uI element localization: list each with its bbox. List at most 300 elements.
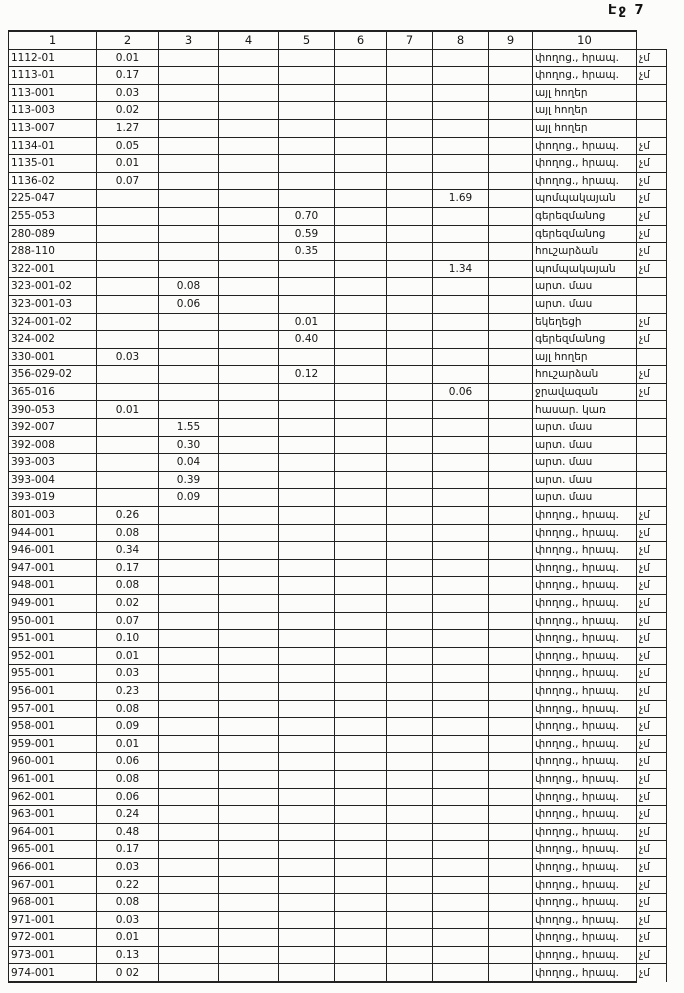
margin-note (637, 471, 667, 489)
value-cell-col8 (433, 858, 489, 876)
value-cell-col2: 0.05 (97, 137, 159, 155)
margin-note: չմ (637, 67, 667, 85)
value-cell-col6 (335, 595, 387, 613)
margin-note: չմ (637, 647, 667, 665)
value-cell-col3 (159, 313, 219, 331)
parcel-id-cell: 956-001 (9, 682, 97, 700)
column-header-6: 6 (335, 31, 387, 49)
value-cell-col5 (279, 278, 335, 296)
value-cell-col4 (219, 700, 279, 718)
parcel-id-cell: 968-001 (9, 894, 97, 912)
value-cell-col2: 0.08 (97, 770, 159, 788)
value-cell-col4 (219, 718, 279, 736)
value-cell-col4 (219, 524, 279, 542)
value-cell-col5 (279, 67, 335, 85)
value-cell-col6 (335, 190, 387, 208)
value-cell-col3 (159, 67, 219, 85)
value-cell-col5 (279, 964, 335, 982)
value-cell-col2: 0.07 (97, 172, 159, 190)
land-use-cell: փողոց., հրապ. (533, 876, 637, 894)
value-cell-col6 (335, 806, 387, 824)
parcel-id-cell: 962-001 (9, 788, 97, 806)
value-cell-col2: 0.01 (97, 735, 159, 753)
value-cell-col4 (219, 964, 279, 982)
value-cell-col3 (159, 190, 219, 208)
value-cell-col9 (489, 331, 533, 349)
value-cell-col2: 0.24 (97, 806, 159, 824)
value-cell-col6 (335, 735, 387, 753)
table-row (9, 278, 667, 296)
value-cell-col2: 0.01 (97, 929, 159, 947)
table-row (9, 67, 667, 85)
value-cell-col5: 0.59 (279, 225, 335, 243)
value-cell-col7 (387, 137, 433, 155)
table-row (9, 84, 667, 102)
value-cell-col8 (433, 225, 489, 243)
value-cell-col3: 0.39 (159, 471, 219, 489)
value-cell-col7 (387, 295, 433, 313)
margin-note: չմ (637, 753, 667, 771)
value-cell-col7 (387, 753, 433, 771)
value-cell-col7 (387, 366, 433, 384)
land-use-cell: արտ. մաս (533, 454, 637, 472)
value-cell-col7 (387, 612, 433, 630)
parcel-id-cell: 801-003 (9, 507, 97, 525)
parcel-id-cell: 330-001 (9, 348, 97, 366)
value-cell-col8 (433, 894, 489, 912)
value-cell-col7 (387, 542, 433, 560)
value-cell-col8 (433, 770, 489, 788)
value-cell-col9 (489, 894, 533, 912)
value-cell-col2 (97, 243, 159, 261)
land-use-cell: արտ. մաս (533, 471, 637, 489)
table-row (9, 735, 667, 753)
table-row (9, 876, 667, 894)
value-cell-col3 (159, 243, 219, 261)
value-cell-col4 (219, 454, 279, 472)
table-row (9, 700, 667, 718)
value-cell-col2 (97, 313, 159, 331)
land-parcel-table (8, 30, 667, 983)
value-cell-col7 (387, 665, 433, 683)
value-cell-col9 (489, 876, 533, 894)
value-cell-col5 (279, 49, 335, 67)
table-row (9, 366, 667, 384)
column-header-8: 8 (433, 31, 489, 49)
value-cell-col9 (489, 102, 533, 120)
parcel-id-cell: 971-001 (9, 911, 97, 929)
value-cell-col3 (159, 383, 219, 401)
value-cell-col6 (335, 313, 387, 331)
value-cell-col7 (387, 419, 433, 437)
value-cell-col9 (489, 964, 533, 982)
value-cell-col6 (335, 489, 387, 507)
value-cell-col6 (335, 436, 387, 454)
value-cell-col8 (433, 647, 489, 665)
land-use-cell: փողոց., հրապ. (533, 524, 637, 542)
value-cell-col4 (219, 348, 279, 366)
parcel-id-cell: 972-001 (9, 929, 97, 947)
land-use-cell: փողոց., հրապ. (533, 647, 637, 665)
table-row (9, 225, 667, 243)
value-cell-col6 (335, 331, 387, 349)
value-cell-col4 (219, 929, 279, 947)
value-cell-col6 (335, 718, 387, 736)
value-cell-col4 (219, 665, 279, 683)
value-cell-col4 (219, 471, 279, 489)
parcel-id-cell: 944-001 (9, 524, 97, 542)
value-cell-col6 (335, 876, 387, 894)
value-cell-col4 (219, 788, 279, 806)
value-cell-col8 (433, 806, 489, 824)
value-cell-col5 (279, 348, 335, 366)
value-cell-col7 (387, 718, 433, 736)
land-use-cell: փողոց., հրապ. (533, 841, 637, 859)
table-row (9, 770, 667, 788)
table-row (9, 419, 667, 437)
value-cell-col5 (279, 471, 335, 489)
value-cell-col3 (159, 331, 219, 349)
land-use-cell: փողոց., հրապ. (533, 770, 637, 788)
value-cell-col9 (489, 682, 533, 700)
value-cell-col3 (159, 682, 219, 700)
margin-note (637, 84, 667, 102)
land-use-cell: փողոց., հրապ. (533, 665, 637, 683)
value-cell-col8 (433, 964, 489, 982)
value-cell-col3 (159, 929, 219, 947)
value-cell-col3 (159, 507, 219, 525)
parcel-id-cell: 950-001 (9, 612, 97, 630)
value-cell-col7 (387, 929, 433, 947)
value-cell-col3 (159, 964, 219, 982)
value-cell-col2: 0.08 (97, 577, 159, 595)
value-cell-col2: 0.10 (97, 630, 159, 648)
value-cell-col5 (279, 911, 335, 929)
value-cell-col5 (279, 454, 335, 472)
land-use-cell: փողոց., հրապ. (533, 630, 637, 648)
margin-note: չմ (637, 788, 667, 806)
value-cell-col7 (387, 260, 433, 278)
value-cell-col3 (159, 753, 219, 771)
value-cell-col3: 1.55 (159, 419, 219, 437)
value-cell-col2: 0.08 (97, 894, 159, 912)
land-use-cell: ջրավազան (533, 383, 637, 401)
value-cell-col9 (489, 929, 533, 947)
parcel-id-cell: 255-053 (9, 207, 97, 225)
land-use-cell: փողոց., հրապ. (533, 49, 637, 67)
land-use-cell: հուշարձան (533, 243, 637, 261)
margin-note: չմ (637, 243, 667, 261)
value-cell-col4 (219, 735, 279, 753)
value-cell-col4 (219, 823, 279, 841)
margin-note: չմ (637, 806, 667, 824)
parcel-id-cell: 955-001 (9, 665, 97, 683)
value-cell-col9 (489, 207, 533, 225)
value-cell-col8 (433, 788, 489, 806)
value-cell-col4 (219, 770, 279, 788)
value-cell-col7 (387, 894, 433, 912)
margin-note: չմ (637, 366, 667, 384)
value-cell-col8 (433, 577, 489, 595)
value-cell-col8 (433, 823, 489, 841)
value-cell-col9 (489, 718, 533, 736)
parcel-id-cell: 393-003 (9, 454, 97, 472)
value-cell-col4 (219, 507, 279, 525)
value-cell-col8 (433, 489, 489, 507)
value-cell-col8 (433, 542, 489, 560)
value-cell-col5 (279, 946, 335, 964)
value-cell-col7 (387, 823, 433, 841)
parcel-id-cell: 952-001 (9, 647, 97, 665)
value-cell-col8: 0.06 (433, 383, 489, 401)
value-cell-col5 (279, 682, 335, 700)
value-cell-col9 (489, 313, 533, 331)
land-use-cell: փողոց., հրապ. (533, 806, 637, 824)
value-cell-col7 (387, 383, 433, 401)
parcel-id-cell: 958-001 (9, 718, 97, 736)
land-use-cell: փողոց., հրապ. (533, 911, 637, 929)
table-row (9, 841, 667, 859)
parcel-id-cell: 393-004 (9, 471, 97, 489)
value-cell-col4 (219, 67, 279, 85)
land-use-cell: փողոց., հրապ. (533, 559, 637, 577)
value-cell-col5 (279, 84, 335, 102)
margin-note: չմ (637, 700, 667, 718)
column-header-7: 7 (387, 31, 433, 49)
value-cell-col2 (97, 260, 159, 278)
value-cell-col5 (279, 788, 335, 806)
parcel-id-cell: 966-001 (9, 858, 97, 876)
margin-note: չմ (637, 929, 667, 947)
column-header-9: 9 (489, 31, 533, 49)
table-row (9, 155, 667, 173)
value-cell-col9 (489, 155, 533, 173)
margin-header-spacer (637, 31, 667, 49)
value-cell-col7 (387, 841, 433, 859)
value-cell-col6 (335, 49, 387, 67)
parcel-id-cell: 961-001 (9, 770, 97, 788)
value-cell-col2 (97, 419, 159, 437)
value-cell-col4 (219, 946, 279, 964)
value-cell-col6 (335, 471, 387, 489)
parcel-id-cell: 288-110 (9, 243, 97, 261)
margin-note (637, 419, 667, 437)
value-cell-col6 (335, 753, 387, 771)
value-cell-col8 (433, 419, 489, 437)
value-cell-col3 (159, 542, 219, 560)
value-cell-col8 (433, 49, 489, 67)
value-cell-col6 (335, 454, 387, 472)
table-row (9, 102, 667, 120)
value-cell-col5 (279, 507, 335, 525)
value-cell-col8 (433, 331, 489, 349)
value-cell-col8: 1.34 (433, 260, 489, 278)
land-use-cell: արտ. մաս (533, 295, 637, 313)
value-cell-col6 (335, 894, 387, 912)
value-cell-col6 (335, 682, 387, 700)
value-cell-col4 (219, 559, 279, 577)
value-cell-col3 (159, 84, 219, 102)
value-cell-col8 (433, 243, 489, 261)
value-cell-col2: 0.48 (97, 823, 159, 841)
table-row (9, 858, 667, 876)
value-cell-col6 (335, 929, 387, 947)
value-cell-col9 (489, 946, 533, 964)
value-cell-col5 (279, 858, 335, 876)
margin-note: չմ (637, 507, 667, 525)
land-use-cell: փողոց., հրապ. (533, 67, 637, 85)
value-cell-col2 (97, 331, 159, 349)
value-cell-col8 (433, 946, 489, 964)
value-cell-col7 (387, 700, 433, 718)
value-cell-col7 (387, 507, 433, 525)
value-cell-col6 (335, 911, 387, 929)
value-cell-col7 (387, 595, 433, 613)
value-cell-col9 (489, 383, 533, 401)
value-cell-col5 (279, 841, 335, 859)
value-cell-col3 (159, 911, 219, 929)
parcel-id-cell: 1136-02 (9, 172, 97, 190)
parcel-id-cell: 947-001 (9, 559, 97, 577)
margin-note (637, 489, 667, 507)
land-use-cell: փողոց., հրապ. (533, 823, 637, 841)
value-cell-col6 (335, 155, 387, 173)
value-cell-col2: 0.01 (97, 401, 159, 419)
table-row (9, 348, 667, 366)
value-cell-col3 (159, 612, 219, 630)
value-cell-col5 (279, 172, 335, 190)
margin-note: չմ (637, 841, 667, 859)
value-cell-col9 (489, 172, 533, 190)
value-cell-col3 (159, 595, 219, 613)
value-cell-col5: 0.40 (279, 331, 335, 349)
parcel-id-cell: 392-007 (9, 419, 97, 437)
value-cell-col3 (159, 260, 219, 278)
value-cell-col3: 0.30 (159, 436, 219, 454)
parcel-id-cell: 225-047 (9, 190, 97, 208)
margin-note: չմ (637, 172, 667, 190)
value-cell-col7 (387, 647, 433, 665)
table-row (9, 260, 667, 278)
value-cell-col2: 0.02 (97, 595, 159, 613)
value-cell-col3 (159, 225, 219, 243)
value-cell-col6 (335, 841, 387, 859)
value-cell-col4 (219, 190, 279, 208)
value-cell-col9 (489, 858, 533, 876)
table-row (9, 119, 667, 137)
value-cell-col7 (387, 559, 433, 577)
value-cell-col9 (489, 67, 533, 85)
value-cell-col2 (97, 295, 159, 313)
land-use-cell: այլ հողեր (533, 84, 637, 102)
value-cell-col9 (489, 823, 533, 841)
value-cell-col6 (335, 137, 387, 155)
value-cell-col3 (159, 366, 219, 384)
value-cell-col8 (433, 119, 489, 137)
value-cell-col5 (279, 630, 335, 648)
value-cell-col7 (387, 436, 433, 454)
land-use-cell: պոմպակայան (533, 190, 637, 208)
value-cell-col6 (335, 665, 387, 683)
value-cell-col7 (387, 102, 433, 120)
parcel-id-cell: 948-001 (9, 577, 97, 595)
value-cell-col7 (387, 401, 433, 419)
table-row (9, 331, 667, 349)
value-cell-col9 (489, 770, 533, 788)
value-cell-col3 (159, 841, 219, 859)
value-cell-col3 (159, 876, 219, 894)
value-cell-col3 (159, 559, 219, 577)
land-use-cell: գերեզմանոց (533, 225, 637, 243)
value-cell-col8 (433, 682, 489, 700)
land-use-cell: հասար. կառ (533, 401, 637, 419)
value-cell-col6 (335, 700, 387, 718)
table-row (9, 137, 667, 155)
value-cell-col4 (219, 366, 279, 384)
value-cell-col7 (387, 524, 433, 542)
value-cell-col4 (219, 401, 279, 419)
value-cell-col4 (219, 630, 279, 648)
land-use-cell: արտ. մաս (533, 436, 637, 454)
parcel-id-cell: 113-001 (9, 84, 97, 102)
value-cell-col3 (159, 401, 219, 419)
value-cell-col2: 0.03 (97, 348, 159, 366)
table-row (9, 454, 667, 472)
value-cell-col9 (489, 911, 533, 929)
value-cell-col2: 0.26 (97, 507, 159, 525)
value-cell-col3 (159, 770, 219, 788)
value-cell-col4 (219, 155, 279, 173)
margin-note: չմ (637, 682, 667, 700)
value-cell-col6 (335, 225, 387, 243)
margin-note: չմ (637, 207, 667, 225)
land-use-cell: հուշարձան (533, 366, 637, 384)
column-header-10: 10 (533, 31, 637, 49)
table-row (9, 647, 667, 665)
value-cell-col2: 0.13 (97, 946, 159, 964)
table-row (9, 630, 667, 648)
value-cell-col8 (433, 735, 489, 753)
value-cell-col3 (159, 172, 219, 190)
value-cell-col9 (489, 595, 533, 613)
margin-note: չմ (637, 595, 667, 613)
value-cell-col5 (279, 647, 335, 665)
table-row (9, 507, 667, 525)
value-cell-col6 (335, 788, 387, 806)
table-row (9, 190, 667, 208)
value-cell-col6 (335, 84, 387, 102)
margin-note: չմ (637, 964, 667, 982)
value-cell-col5 (279, 806, 335, 824)
parcel-id-cell: 1134-01 (9, 137, 97, 155)
value-cell-col5 (279, 612, 335, 630)
table-row (9, 172, 667, 190)
parcel-id-cell: 964-001 (9, 823, 97, 841)
land-use-cell: այլ հողեր (533, 119, 637, 137)
value-cell-col9 (489, 542, 533, 560)
value-cell-col3 (159, 119, 219, 137)
value-cell-col4 (219, 84, 279, 102)
value-cell-col5 (279, 577, 335, 595)
margin-note: չմ (637, 313, 667, 331)
table-row (9, 489, 667, 507)
value-cell-col5: 0.70 (279, 207, 335, 225)
margin-note (637, 454, 667, 472)
value-cell-col2: 0.01 (97, 155, 159, 173)
parcel-id-cell: 974-001 (9, 964, 97, 982)
value-cell-col4 (219, 172, 279, 190)
value-cell-col3 (159, 946, 219, 964)
